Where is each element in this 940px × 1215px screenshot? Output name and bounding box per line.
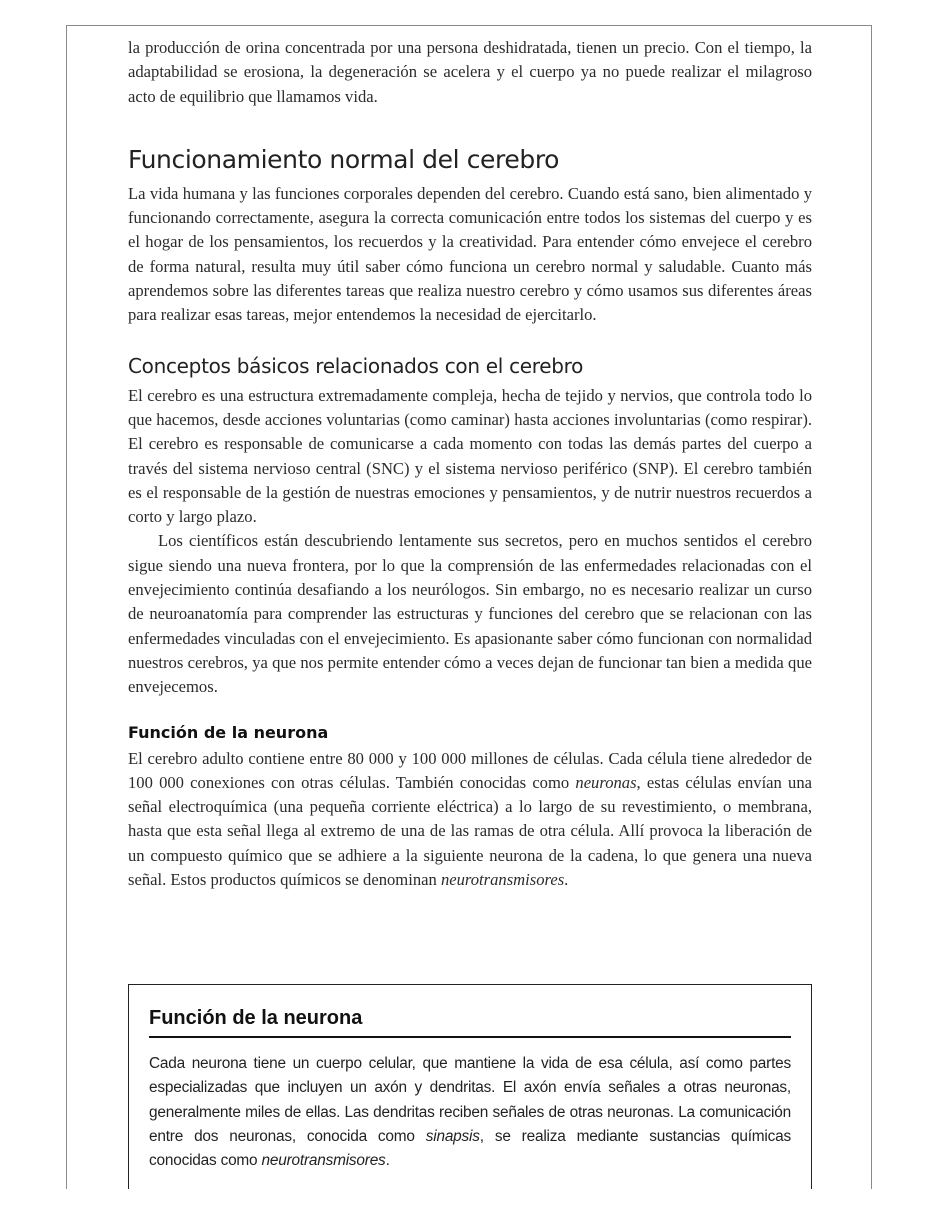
- paragraph-basic-concepts-2: Los científicos están descubriendo lentamente sus secretos, pero en muchos sentidos el cerebro sigue siendo una nueva frontera, por lo que la comprensión de las enfermedades relacionadas con el envejecimiento continúa desafiando a los neurólogos. Sin embargo, no es necesario realizar un curso de neuroanatomía para comprender las estructuras y funciones del cerebro que se relacionan con las enfermedades vinculadas con el envejecimiento. Es apasionante saber cómo funcionan con normalidad nuestros cerebros, ya que nos permite entender cómo a veces dejan de funcionar tan bien a medida que envejecemos.: [128, 531, 812, 697]
- section-title-normal-function: Funcionamiento normal del cerebro: [128, 144, 560, 174]
- paragraph-basic-concepts-1: El cerebro es una estructura extremadamente compleja, hecha de tejido y nervios, que controla todo lo que hacemos, desde acciones voluntarias (como caminar) hasta acciones involuntarias (como respirar). El cerebro es responsable de comunicarse a cada momento con todas las demás partes del cuerpo a través del sistema nervioso central (SNC) y el sistema nervioso periférico (SNP). El cerebro también es el responsable de la gestión de nuestras emociones y pensamientos, y de nutrir nuestros recuerdos a corto y largo plazo.: [128, 385, 812, 527]
- section-title-basic-concepts: Conceptos básicos relacionados con el cerebro: [128, 353, 584, 378]
- text-run: .: [564, 870, 569, 890]
- text-run: , se realiza mediante sustancias químicas conocidas como: [149, 1127, 791, 1170]
- italic-term-neurotransmisores: neurotransmisores: [440, 870, 565, 890]
- page-body: [128, 36, 812, 892]
- sidebar-box: [128, 984, 812, 1189]
- italic-term-sinapsis: sinapsis: [425, 1127, 480, 1145]
- text-run: Cada neurona tiene un cuerpo celular, que mantiene la vida de esa célula, así como partes especializadas que incluyen un axón y dendritas. El axón envía señales a otras neuronas, generalmente miles de ellas. Las dendritas reciben señales de otras neuronas. La comunicación entre dos neuronas, conocida como: [149, 1055, 791, 1145]
- italic-term-neuronas: neuronas: [575, 772, 637, 792]
- text-run: El cerebro adulto contiene entre 80 000 y 100 000 millones de células. Cada célula tiene alrededor de 100 000 conexiones con otras células. También conocidas como: [128, 748, 812, 792]
- sidebar-title: Función de la neurona: [149, 1005, 791, 1038]
- italic-term-neurotransmisores: neurotransmisores: [261, 1152, 386, 1170]
- paragraph-normal-function: La vida humana y las funciones corporales dependen del cerebro. Cuando está sano, bien alimentado y funcionando correctamente, asegura la correcta comunicación entre todos los sistemas del cuerpo y es el hogar de los pensamientos, los recuerdos y la creatividad. Para entender cómo envejece el cerebro de forma natural, resulta muy útil saber cómo funciona un cerebro normal y saludable. Cuanto más aprendemos sobre las diferentes tareas que realiza nuestro cerebro y cómo usamos sus diferentes áreas para realizar esas tareas, mejor entendemos la necesidad de ejercitarlo.: [128, 183, 812, 325]
- text-run: .: [385, 1152, 390, 1170]
- intro-paragraph: la producción de orina concentrada por una persona deshidratada, tienen un precio. Con el tiempo, la adaptabilidad se erosiona, la degeneración se acelera y el cuerpo ya no puede realizar el milagroso acto de equilibrio que llamamos vida.: [128, 38, 812, 106]
- sidebar-text: [149, 1052, 791, 1173]
- paragraph-neuron-function: [128, 747, 812, 893]
- section-title-neuron-function: Función de la neurona: [128, 722, 329, 742]
- text-run: , estas células envían una señal electroquímica (una pequeña corriente eléctrica) a lo largo de su revestimiento, o membrana, hasta que esta señal llega al extremo de una de las ramas de otra célula. Allí provoca la liberación de un compuesto químico que se adhiere a la siguiente neurona de la cadena, lo que genera una nueva señal. Estos productos químicos se denominan: [128, 772, 813, 890]
